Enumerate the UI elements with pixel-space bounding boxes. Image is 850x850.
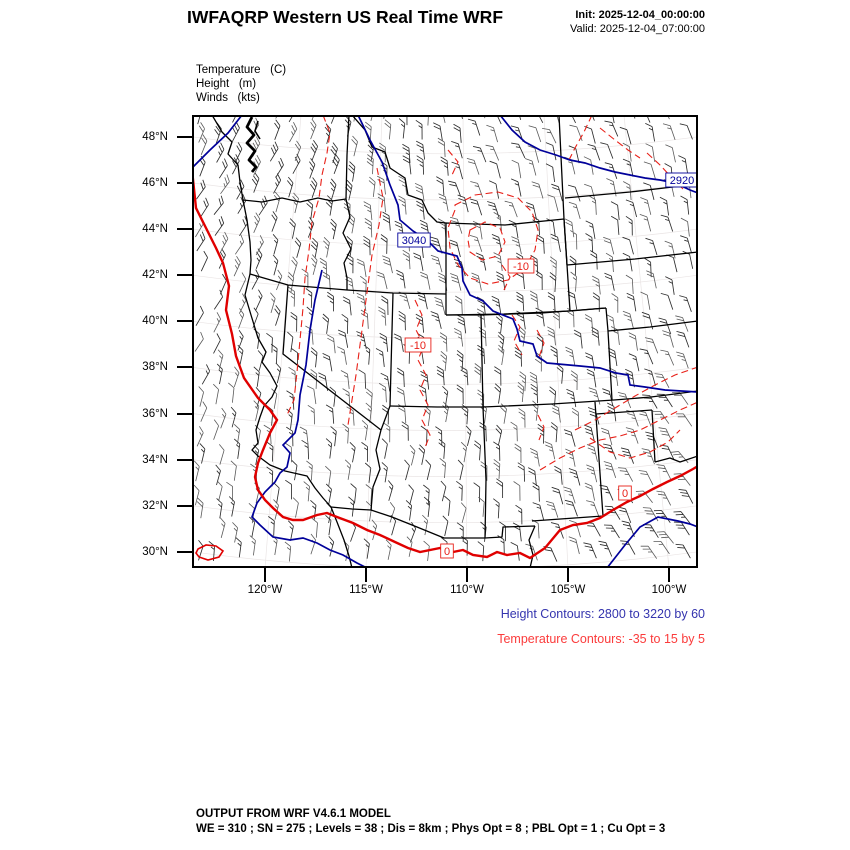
- lat-tick-label: 38°N: [142, 361, 168, 374]
- lat-tick: [177, 366, 192, 368]
- lat-tick: [177, 136, 192, 138]
- contour-label: 0: [621, 488, 629, 500]
- lat-tick-label: 36°N: [142, 407, 168, 420]
- model-config-line: WE = 310 ; SN = 275 ; Levels = 38 ; Dis = 8km ; Phys Opt = 8 ; PBL Opt = 1 ; Cu Opt = 3: [196, 823, 666, 835]
- montana-dakotas-borders: [559, 115, 698, 265]
- lat-tick: [177, 320, 192, 322]
- idaho-west-border: [343, 115, 351, 290]
- lon-tick-label: 110°W: [450, 584, 484, 596]
- map-panel: [192, 115, 698, 568]
- valid-timestamp: Valid: 2025-12-04_07:00:00: [570, 23, 705, 35]
- nm-bootheel-rio-grande: [485, 526, 535, 568]
- lon-tick: [668, 568, 670, 582]
- lon-tick: [264, 568, 266, 582]
- lon-tick-label: 120°W: [247, 584, 283, 596]
- height-contour-info: Height Contours: 2800 to 3220 by 60: [500, 607, 705, 621]
- contour-label: 3040: [401, 235, 427, 247]
- lat-tick: [177, 228, 192, 230]
- lat-tick-label: 40°N: [142, 315, 168, 328]
- lat-tick: [177, 505, 192, 507]
- legend-temperature: Temperature (C): [196, 64, 287, 76]
- oregon-coast: [243, 200, 251, 274]
- lat-tick-label: 30°N: [142, 545, 168, 558]
- legend-height: Height (m): [196, 78, 257, 90]
- lat-tick-label: 46°N: [142, 176, 168, 189]
- contour-label: 2920: [669, 175, 695, 187]
- lat-tick-label: 42°N: [142, 269, 168, 282]
- lon-tick-label: 100°W: [651, 584, 687, 596]
- ok-tx-borders: [595, 402, 698, 516]
- lon-tick: [365, 568, 367, 582]
- lon-tick: [466, 568, 468, 582]
- lat-tick-label: 48°N: [142, 130, 168, 143]
- wind-barbs: [194, 115, 693, 562]
- lat-tick-label: 32°N: [142, 499, 168, 512]
- lat-tick: [177, 182, 192, 184]
- lat-tick-label: 34°N: [142, 453, 168, 466]
- lat-tick: [177, 459, 192, 461]
- contour-label: -10: [513, 261, 529, 273]
- lon-tick-label: 115°W: [349, 584, 383, 596]
- lon-tick: [567, 568, 569, 582]
- page-title: IWFAQRP Western US Real Time WRF: [186, 7, 504, 27]
- temperature-contour-info: Temperature Contours: -35 to 15 by 5: [497, 632, 705, 646]
- ca-az-river-border: [371, 430, 381, 510]
- init-timestamp: Init: 2025-12-04_00:00:00: [575, 9, 705, 21]
- map-canvas: [192, 115, 698, 568]
- contour-label: -10: [410, 340, 426, 352]
- puget-sound-inlet: [255, 121, 260, 139]
- lat-tick-label: 44°N: [142, 223, 168, 235]
- lat-tick: [177, 413, 192, 415]
- contour-label: 0: [443, 546, 451, 558]
- legend-winds: Winds (kts): [196, 92, 260, 104]
- lon-tick-label: 105°W: [550, 584, 586, 596]
- lat-tick: [177, 274, 192, 276]
- lat-tick: [177, 551, 192, 553]
- model-output-line: OUTPUT FROM WRF V4.6.1 MODEL: [196, 808, 391, 820]
